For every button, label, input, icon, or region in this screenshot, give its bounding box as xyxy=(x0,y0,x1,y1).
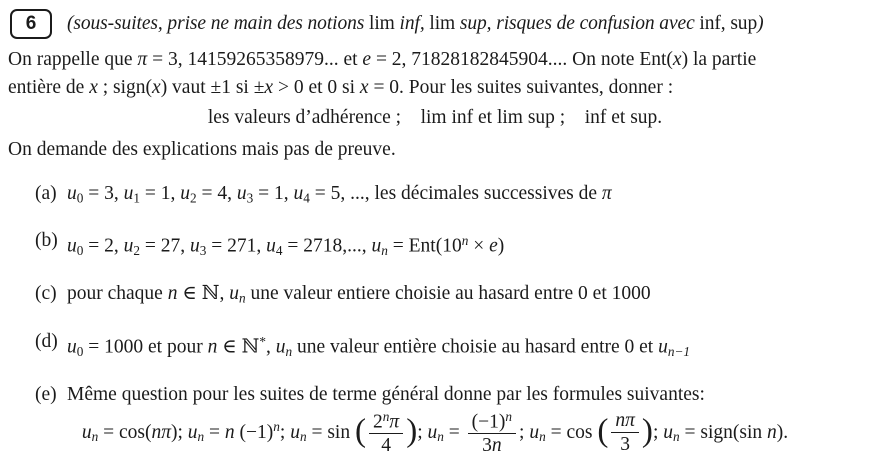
exercise-title: (sous-suites, prise ne main des notions lim inf, lim sup, risques de confusion avec inf, sup) xyxy=(67,13,764,35)
tasks-line: les valeurs d’adhérence ; lim inf et lim sup ; inf et sup. xyxy=(8,103,862,133)
exercise-number-box xyxy=(10,9,52,39)
item-e-formulas: un = cos(nπ); un = n $(-1)^n$; un = sin ( $\frac{2^n\pi}{4}$ ); un = $\frac{(-1)^n}{3n}$ ; un = cos ( $\frac{n\pi}{3}$ ); un = sign(sin n). xyxy=(8,410,862,456)
item-e xyxy=(8,381,862,408)
item-d-body: u0 = 1000 et pour n ∈ ℕ*, un une valeur entière choisie au hasard entre 0 et un−1 xyxy=(67,328,862,365)
item-a-label: (a) xyxy=(35,180,67,211)
note-line: On demande des explications mais pas de preuve. xyxy=(8,136,862,164)
item-c xyxy=(8,280,862,311)
item-a-body: u0 = 3, u1 = 1, u2 = 4, u3 = 1, u4 = 5, ..., les décimales successives de π xyxy=(67,180,862,211)
item-b-body: u0 = 2, u2 = 27, u3 = 271, u4 = 2718,..., un = $Ent(10^n \times e)$ xyxy=(67,227,862,264)
item-e-label: (e) xyxy=(35,381,67,408)
item-d xyxy=(8,328,862,365)
item-e-body: Même question pour les suites de terme général donne par les formules suivantes: xyxy=(67,381,862,408)
intro-line-1: On rappelle que π = 3, 14159265358979... et e = 2, 71828182845904.... On note Ent(x) la partie xyxy=(8,46,862,74)
exercise-number: 6 xyxy=(26,13,37,35)
item-b xyxy=(8,227,862,264)
intro-line-2: entière de x ; sign(x) vaut ±1 si ±x > 0 et 0 si x = 0. Pour les suites suivantes, donner : xyxy=(8,74,862,102)
item-c-label: (c) xyxy=(35,280,67,311)
item-c-body: pour chaque n ∈ ℕ, un une valeur entiere choisie au hasard entre 0 et 1000 xyxy=(67,280,862,311)
exercise-heading xyxy=(10,9,862,39)
item-d-label: (d) xyxy=(35,328,67,365)
item-b-label: (b) xyxy=(35,227,67,264)
item-a xyxy=(8,180,862,211)
